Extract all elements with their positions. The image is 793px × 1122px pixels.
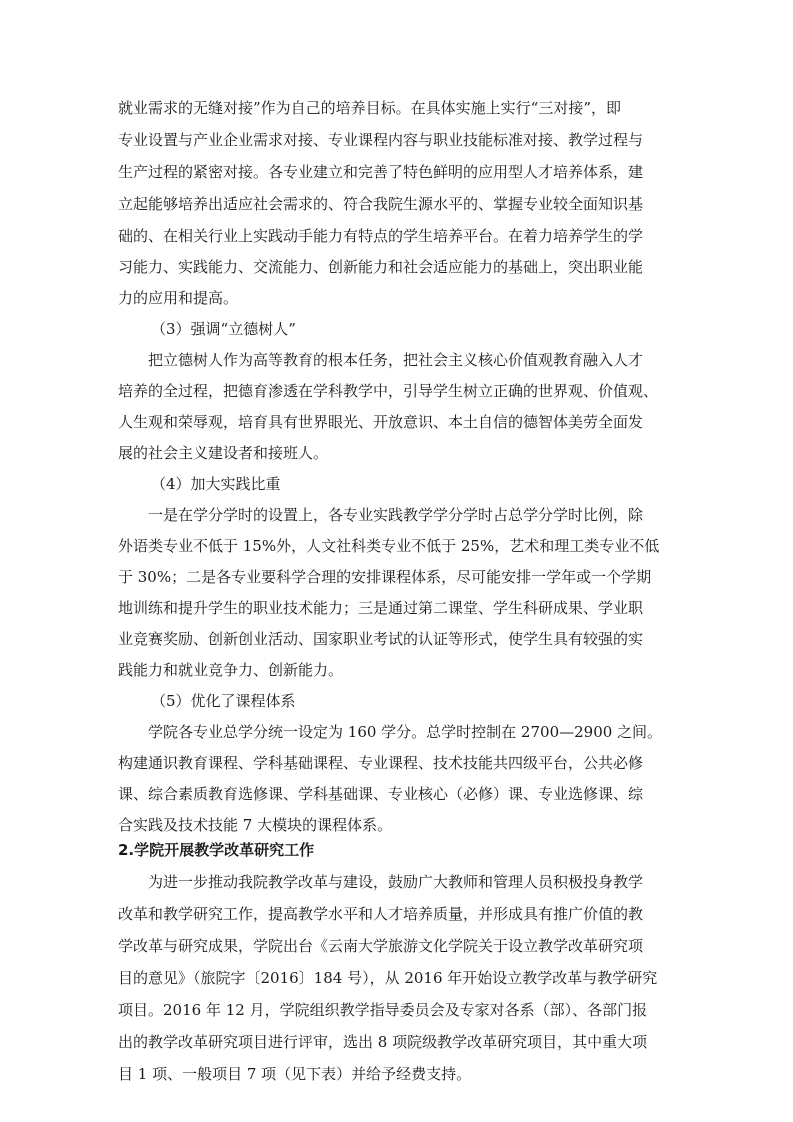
text-line: 于 30%；二是各专业要科学合理的安排课程体系，尽可能安排一学年或一个学期	[118, 568, 652, 586]
text-line: 生产过程的紧密对接。各专业建立和完善了特色鲜明的应用型人才培养体系，建	[118, 163, 644, 181]
text-line: 改革和教学研究工作，提高教学水平和人才培养质量，并形成具有推广价值的教	[118, 905, 644, 923]
text-line: 目 1 项、一般项目 7 项（见下表）并给予经费支持。	[118, 1065, 472, 1083]
text-line: 践能力和就业竞争力、创新能力。	[118, 661, 344, 679]
text-line: 学改革与研究成果，学院出台《云南大学旅游文化学院关于设立教学改革研究项	[118, 937, 644, 955]
subsection-heading: （4）加大实践比重	[151, 475, 281, 493]
text-line: 把立德树人作为高等教育的根本任务，把社会主义核心价值观教育融入人才	[148, 351, 644, 369]
subsection-heading: （5）优化了课程体系	[151, 692, 296, 710]
text-line: 课、综合素质教育选修课、学科基础课、专业核心（必修）课、专业选修课、综	[118, 785, 644, 803]
text-line: 专业设置与产业企业需求对接、专业课程内容与职业技能标准对接、教学过程与	[118, 131, 644, 149]
text-line: 习能力、实践能力、交流能力、创新能力和社会适应能力的基础上，突出职业能	[118, 258, 644, 276]
text-line: 为进一步推动我院教学改革与建设，鼓励广大教师和管理人员积极投身教学	[148, 873, 644, 891]
text-line: 展的社会主义建设者和接班人。	[118, 444, 329, 462]
text-line: 地训练和提升学生的职业技术能力；三是通过第二课堂、学生科研成果、学业职	[118, 599, 644, 617]
text-line: 合实践及技术技能 7 大模块的课程体系。	[118, 816, 393, 834]
text-line: 目的意见》（旅院字〔2016〕184 号），从 2016 年开始设立教学改革与教学研究	[118, 969, 658, 987]
text-line: 培养的全过程，把德育渗透在学科教学中，引导学生树立正确的世界观、价值观、	[118, 382, 659, 400]
text-line: 础的、在相关行业上实践动手能力有特点的学生培养平台。在着力培养学生的学	[118, 227, 644, 245]
text-line: 就业需求的无缝对接”作为自己的培养目标。在具体实施上实行“三对接”，即	[118, 99, 622, 117]
text-line: 出的教学改革研究项目进行评审，选出 8 项院级教学改革研究项目，其中重大项	[118, 1033, 648, 1051]
text-line: 学院各专业总学分统一设定为 160 学分。总学时控制在 2700—2900 之间。	[148, 723, 663, 741]
text-line: 一是在学分学时的设置上，各专业实践教学学分学时占总学分学时比例，除	[148, 506, 644, 524]
subsection-heading: （3）强调“立德树人”	[151, 320, 296, 338]
text-line: 项目。2016 年 12 月，学院组织教学指导委员会及专家对各系（部）、各部门报	[118, 1001, 648, 1019]
text-line: 构建通识教育课程、学科基础课程、专业课程、技术技能共四级平台，公共必修	[118, 754, 644, 772]
text-line: 力的应用和提高。	[118, 289, 239, 307]
text-line: 立起能够培养出适应社会需求的、符合我院生源水平的、掌握专业较全面知识基	[118, 195, 644, 213]
text-line: 人生观和荣辱观，培育具有世界眼光、开放意识、本土自信的德智体美劳全面发	[118, 413, 644, 431]
text-line: 外语类专业不低于 15%外，人文社科类专业不低于 25%，艺术和理工类专业不低	[118, 537, 660, 555]
text-line: 业竞赛奖励、创新创业活动、国家职业考试的认证等形式，使学生具有较强的实	[118, 630, 644, 648]
section-heading: 2.学院开展教学改革研究工作	[118, 841, 315, 859]
